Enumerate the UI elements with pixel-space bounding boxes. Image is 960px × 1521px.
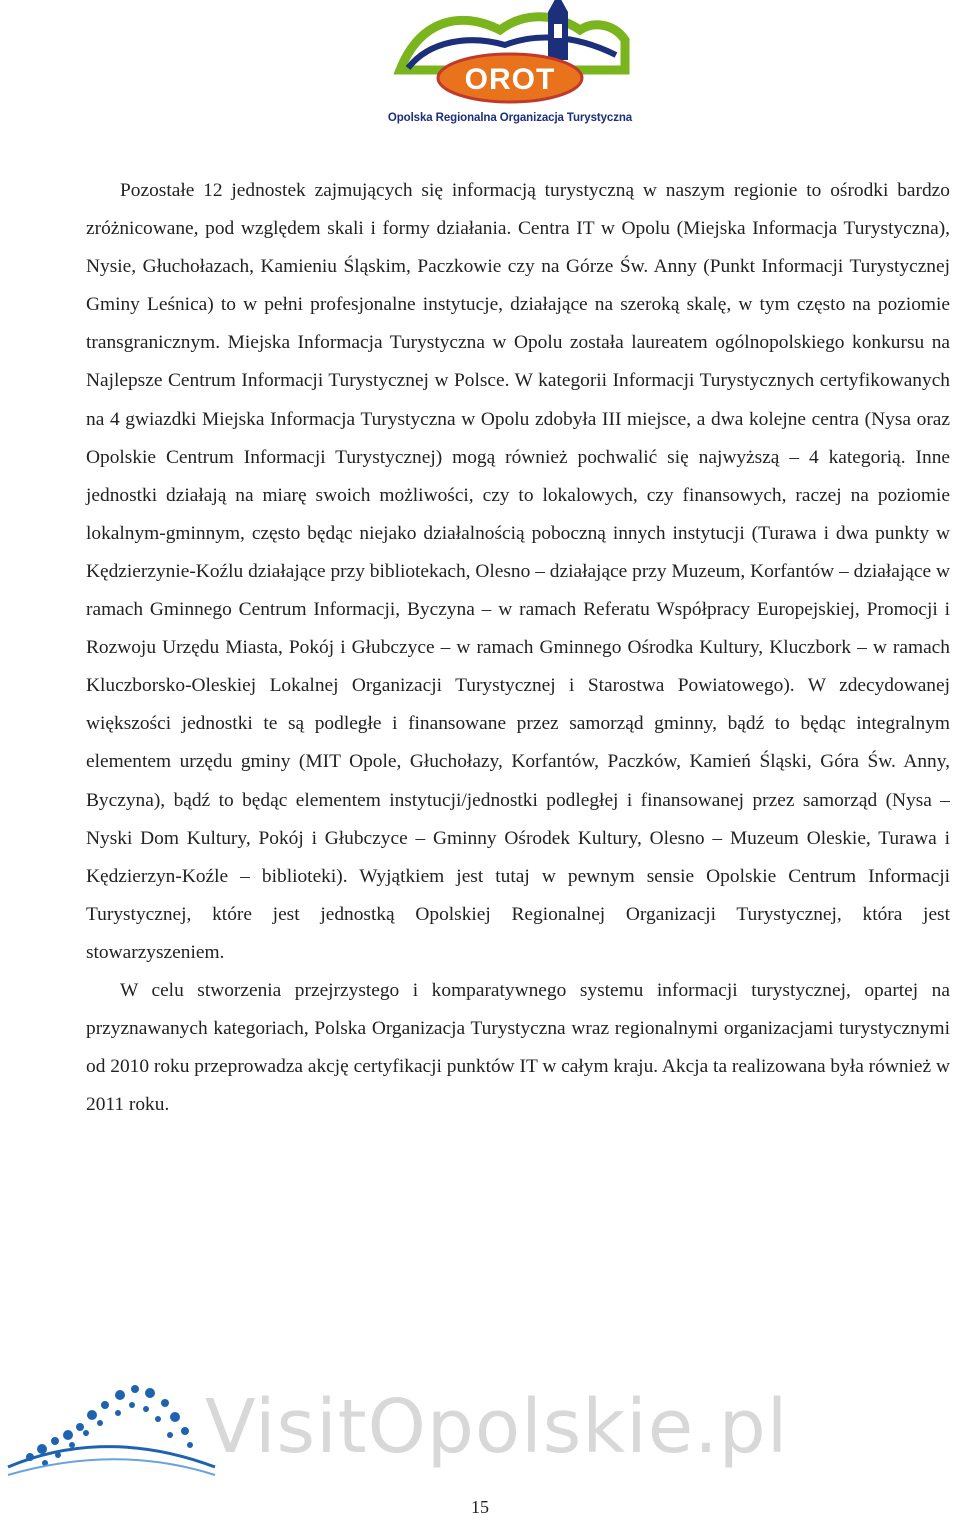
page-number: 15 — [471, 1497, 489, 1517]
orot-logo-caption: Opolska Regionalna Organizacja Turystyczna — [387, 112, 633, 124]
visitopolskie-brand-text: VisitOpolskie.pl — [205, 1384, 789, 1470]
document-body — [86, 172, 950, 1124]
orot-logo-text: OROT — [464, 63, 556, 96]
orot-emblem-icon — [380, 0, 640, 112]
paragraph-1: Pozostałe 12 jednostek zajmujących się informacją turystyczną w naszym regionie to ośrodki bardzo zróżnicowane, pod względem skali i formy działania. Centra IT w Opolu (Miejska Informacja Turystyczna), Nysie, Głuchołazach, Kamieniu Śląskim, Paczkowie czy na Górze Św. Anny (Punkt Informacji Turystycznej Gminy Leśnica) to w pełni profesjonalne instytucje, działające na szeroką skalę, w tym często na poziomie transgranicznym. Miejska Informacja Turystyczna w Opolu została laureatem ogólnopolskiego konkursu na Najlepsze Centrum Informacji Turystycznej w Polsce. W kategorii Informacji Turystycznych certyfikowanych na 4 gwiazdki Miejska Informacja Turystyczna w Opolu zdobyła III miejsce, a dwa kolejne centra (Nysa oraz Opolskie Centrum Informacji Turystycznej) mogą również pochwalić się najwyższą – 4 kategorią. Inne jednostki działają na miarę swoich możliwości, czy to lokalowych, czy finansowych, raczej na poziomie lokalnym-gminnym, często będąc niejako działalnością poboczną innych instytucji (Turawa i dwa punkty w Kędzierzynie-Koźlu działające przy bibliotekach, Olesno – działające przy Muzeum, Korfantów – działające w ramach Gminnego Centrum Informacji, Byczyna – w ramach Referatu Współpracy Europejskiej, Promocji i Rozwoju Urzędu Miasta, Pokój i Głubczyce – w ramach Gminnego Ośrodka Kultury, Kluczbork – w ramach Kluczborsko-Oleskiej Lokalnej Organizacji Turystycznej i Starostwa Powiatowego). W zdecydowanej większości jednostki te są podległe i finansowane przez samorząd gminny, bądź to będąc integralnym elementem urzędu gminy (MIT Opole, Głuchołazy, Korfantów, Paczków, Kamień Śląski, Góra Św. Anny, Byczyna), bądź to będąc elementem instytucji/jednostki podległej i finansowanej przez samorząd (Nysa – Nyski Dom Kultury, Pokój i Głubczyce – Gminny Ośrodek Kultury, Olesno – Muzeum Oleskie, Turawa i Kędzierzyn-Koźle – biblioteki). Wyjątkiem jest tutaj w pewnym sensie Opolskie Centrum Informacji Turystycznej, które jest jednostką Opolskiej Regionalnej Organizacji Turystycznej, która jest stowarzyszeniem. — [86, 180, 950, 963]
orot-logo — [380, 0, 640, 135]
paragraph-2: W celu stworzenia przejrzystego i komparatywnego systemu informacji turystycznej, opartej na przyznawanych kategoriach, Polska Organizacja Turystyczna wraz regionalnymi organizacjami turystycznymi od 2010 roku przeprowadza akcję certyfikacji punktów IT w całym kraju. Akcja ta realizowana była również w 2011 roku. — [86, 979, 950, 1116]
visitopolskie-emblem-icon — [0, 1375, 220, 1485]
